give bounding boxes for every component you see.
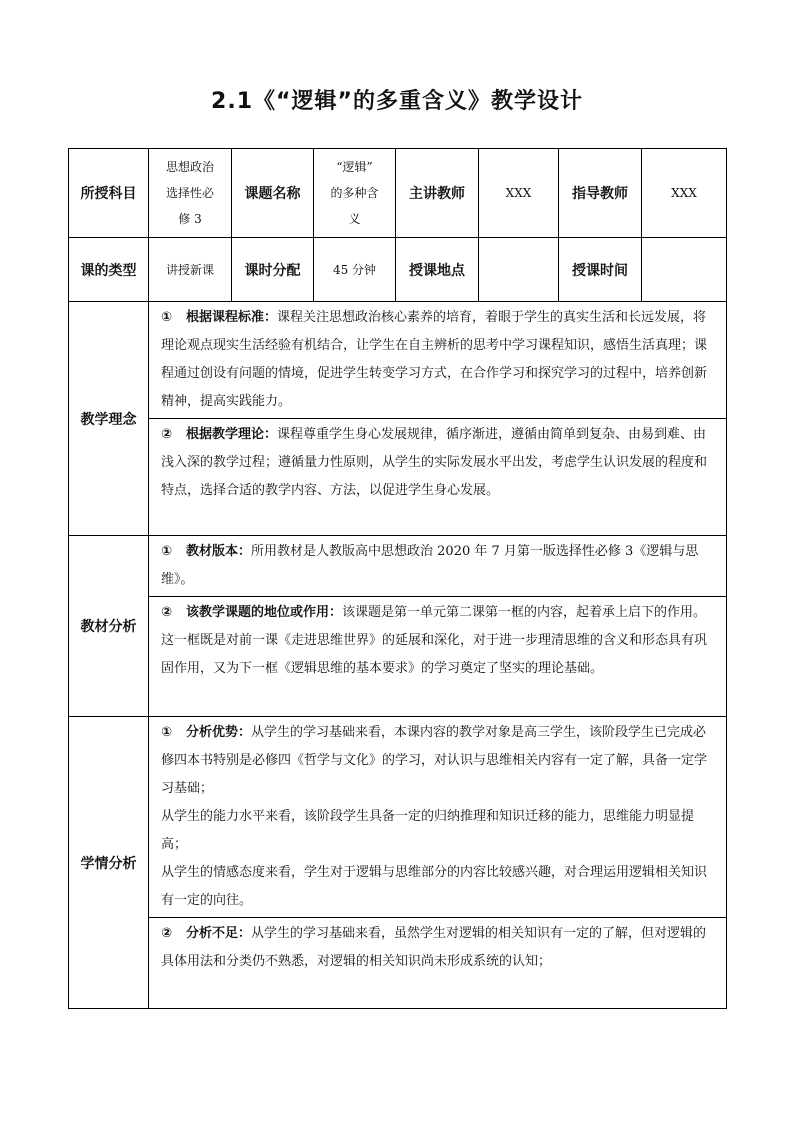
time-label: 授课时间 [559, 238, 642, 302]
students-item-1-p1 [161, 719, 718, 803]
textbook-item-2 [149, 597, 727, 717]
item-lead: 教材版本： [186, 544, 252, 559]
item-lead: 根据课程标准： [186, 310, 278, 325]
item-number: ② [161, 605, 173, 620]
philosophy-item-2 [149, 419, 727, 536]
table-row-philosophy-2 [69, 419, 727, 536]
item-number: ② [161, 427, 173, 442]
subject-label: 所授科目 [69, 149, 149, 238]
item-text: 课程关注思想政治核心素养的培育，着眼于学生的真实生活和长远发展，将理论观点现实生活经验有机结合，让学生在自主辨析的思考中学习课程知识，感悟生活真理；课程通过创设有问题的情境，促进学生转变学习方式，在合作学习和探究学习的过程中，培养创新精神，提高实践能力。 [161, 310, 708, 409]
subject-value-line: 修 3 [178, 212, 202, 226]
item-number: ② [161, 926, 173, 941]
table-row-students-2 [69, 918, 727, 1009]
philosophy-label: 教学理念 [69, 302, 149, 536]
students-label: 学情分析 [69, 717, 149, 1009]
topic-value-line: 义 [348, 212, 361, 226]
type-value: 讲授新课 [149, 238, 232, 302]
item-number: ① [161, 544, 173, 559]
topic-label: 课题名称 [232, 149, 314, 238]
item-lead: 分析优势： [186, 725, 252, 740]
subject-value [149, 149, 232, 238]
time-value [642, 238, 727, 302]
students-item-1-p3: 从学生的情感态度来看，学生对于逻辑与思维部分的内容比较感兴趣，对合理运用逻辑相关知识有一定的向往。 [161, 865, 708, 908]
subject-value-line: 选择性必 [165, 186, 214, 200]
textbook-label: 教材分析 [69, 536, 149, 717]
item-text: 从学生的学习基础来看，虽然学生对逻辑的相关知识有一定的了解，但对逻辑的具体用法和分类仍不熟悉，对逻辑的相关知识尚未形成系统的认知； [161, 926, 707, 969]
item-text: 该课题是第一单元第二课第一框的内容，起着承上启下的作用。这一框既是对前一课《走进思维世界》的延展和深化，对于进一步理清思维的含义和形态具有巩固作用，又为下一框《逻辑思维的基本要求》的学习奠定了坚实的理论基础。 [161, 605, 708, 676]
duration-value: 45 分钟 [314, 238, 396, 302]
place-label: 授课地点 [396, 238, 479, 302]
duration-label: 课时分配 [232, 238, 314, 302]
item-number: ① [161, 310, 173, 325]
item-lead: 分析不足： [186, 926, 252, 941]
item-lead: 该教学课题的地位或作用： [186, 605, 343, 620]
subject-value-line: 思想政治 [165, 160, 214, 174]
topic-value [314, 149, 396, 238]
item-text: 课程尊重学生身心发展规律，循序渐进，遵循由简单到复杂、由易到难、由浅入深的教学过程；遵循量力性原则，从学生的实际发展水平出发，考虑学生认识发展的程度和特点，选择合适的教学内容、方法，以促进学生身心发展。 [161, 427, 708, 498]
item-text: 从学生的学习基础来看，本课内容的教学对象是高三学生，该阶段学生已完成必修四本书特别是必修四《哲学与文化》的学习，对认识与思维相关内容有一定了解，具备一定学习基础； [161, 725, 708, 796]
mentor-value: XXX [642, 149, 727, 238]
topic-value-line: 的多种含 [330, 186, 379, 200]
table-row-basic-info [69, 149, 727, 238]
place-value [479, 238, 559, 302]
students-item-2 [149, 918, 727, 1009]
topic-value-line: “逻辑” [336, 160, 373, 174]
textbook-item-1 [149, 536, 727, 597]
philosophy-item-1 [149, 302, 727, 419]
lecturer-value: XXX [479, 149, 559, 238]
item-lead: 根据教学理论： [186, 427, 278, 442]
mentor-label: 指导教师 [559, 149, 642, 238]
table-row-students-1 [69, 717, 727, 918]
item-text: 所用教材是人教版高中思想政治 2020 年 7 月第一版选择性必修 3《逻辑与思维》。 [161, 544, 699, 587]
type-label: 课的类型 [69, 238, 149, 302]
students-item-1-p2: 从学生的能力水平来看，该阶段学生具备一定的归纳推理和知识迁移的能力，思维能力明显提高； [161, 809, 695, 852]
table-row-textbook-1 [69, 536, 727, 597]
lesson-plan-table [68, 148, 727, 1009]
table-row-philosophy-1 [69, 302, 727, 419]
table-row-schedule [69, 238, 727, 302]
document-title: 2.1《“逻辑”的多重含义》教学设计 [211, 89, 583, 114]
students-item-1 [149, 717, 727, 918]
lecturer-label: 主讲教师 [396, 149, 479, 238]
table-row-textbook-2 [69, 597, 727, 717]
item-number: ① [161, 725, 173, 740]
